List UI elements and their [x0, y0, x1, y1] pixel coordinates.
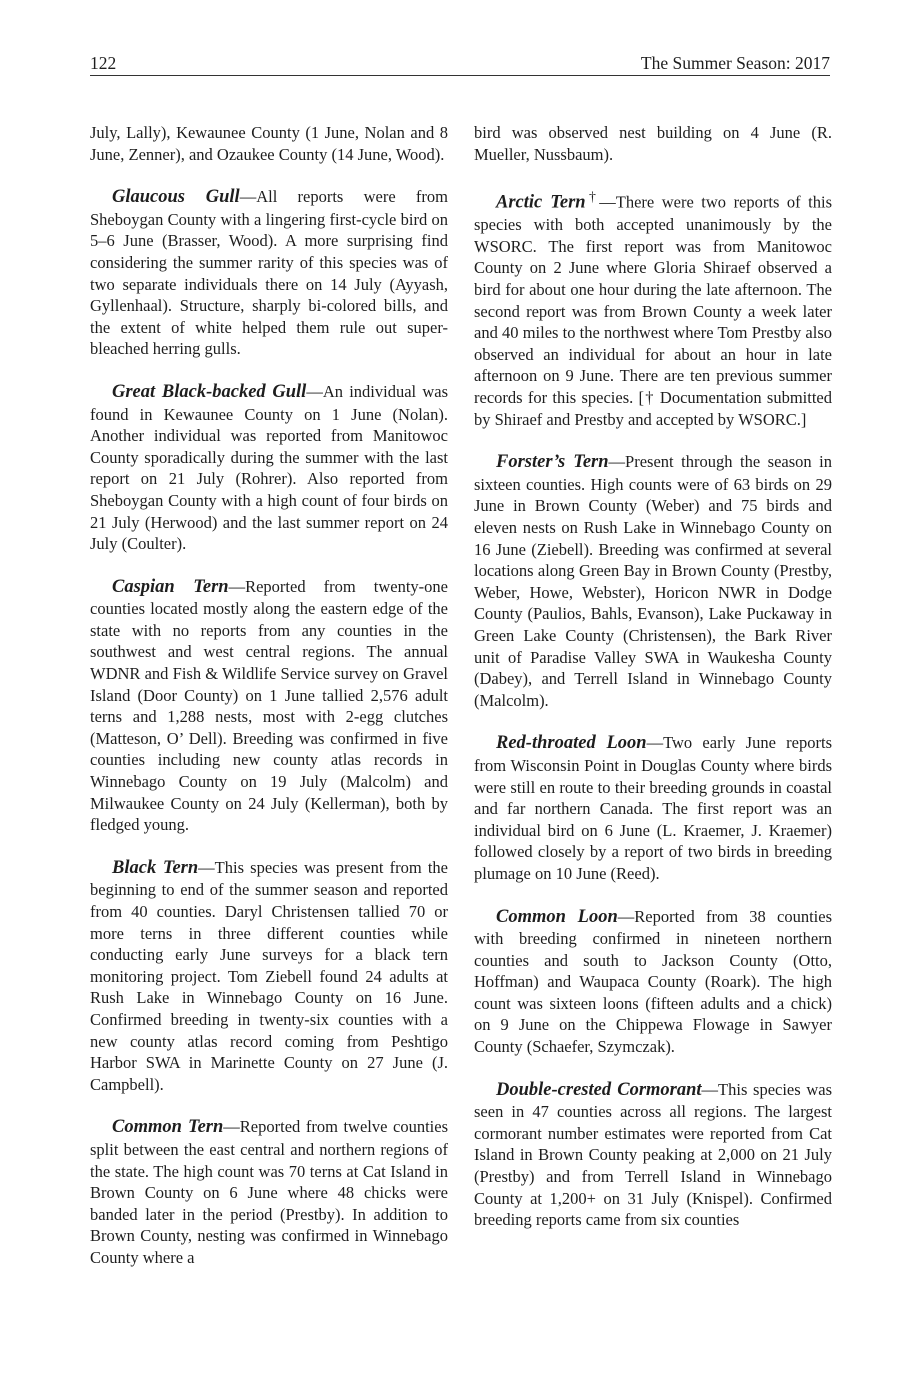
species-name: Glaucous Gull: [112, 187, 240, 208]
species-account: —This species was seen in 47 counties across all regions. The largest cormorant number estimates were reported from Cat Island in Brown County peaking at 2,000 on 21 July (Prestby) and from Terrell Island in Winnebago County at 1,200+ on 31 July (Knispel). Confirmed breeding reports came from six counties: [474, 1079, 832, 1230]
species-account: —This species was present from the beginning to end of the summer season and reported from 40 counties. Daryl Christensen tallied 70 or more terns in three different counties while conducting early June surveys for a black tern monitoring project. Tom Ziebell found 24 adults at Rush Lake in Winnebago County on 16 June. Confirmed breeding in twenty-six counties with a new county atlas record coming from Peshtigo Harbor SWA in Marinette County on 27 June (J. Campbell).: [90, 857, 448, 1094]
species-account: —Reported from twenty-one counties located mostly along the eastern edge of the state with no reports from any counties in the southwest and west central regions. The annual WDNR and Fish & Wildlife Service survey on Gravel Island (Door County) on 1 June tallied 2,576 adult terns and 1,288 nests, most with 2-egg clutches (Matteson, O’ Dell). Breeding was confirmed in five counties including new county atlas records in Winnebago County on 19 July (Malcolm) and Milwaukee County on 24 July (Kellerman), both by fledged young.: [90, 576, 448, 835]
species-account: —There were two reports of this species with both accepted unanimously by the WSORC. The first report was from Manitowoc County on 2 June where Gloria Shiraef observed a bird for about one hour during the late afternoon. The second report was from Brown County a week later and 40 miles to the northwest where Tom Prestby also observed an individual for about an hour in late afternoon on 9 June. There are ten previous summer records for this species. [† Documentation submitted by Shiraef and Prestby and accepted by WSORC.]: [474, 192, 833, 429]
species-entry-caspian-tern: [90, 576, 448, 836]
species-entry-common-loon: [474, 906, 832, 1058]
left-column: [90, 122, 448, 1290]
species-account: —Present through the season in sixteen counties. High counts were of 63 birds on 29 June in Brown County (Weber) and 75 birds and eleven nests on Rush Lake in Winnebago County on 16 June (Ziebell). Breeding was confirmed at several locations along Green Bay in Brown County (Prestby, Weber, Howe, Webster), Horicon NWR in Dodge County (Paulios, Bahls, Evanson), Lake Puckaway in Green Lake County (Christensen), the Bark River unit of Paradise Valley SWA in Waukesha County (Dabey), and Terrell Island in Winnebago County (Malcolm).: [474, 452, 833, 710]
right-column: [474, 122, 832, 1252]
species-account: —Two early June reports from Wisconsin Point in Douglas County where birds were still en route to their breeding grounds in coastal and far northern Canada. The first report was an individual bird on 6 June (L. Kraemer, J. Kraemer) followed closely by a report of two birds in breeding plumage on 10 June (Reed).: [474, 733, 833, 883]
species-name: Black Tern: [112, 857, 199, 878]
continuation-paragraph: bird was observed nest building on 4 June (R. Mueller, Nussbaum).: [474, 123, 832, 164]
species-name: Red-throated Loon: [496, 733, 647, 754]
page-number: 122: [90, 53, 117, 73]
species-entry-forsters-tern: [474, 451, 832, 711]
species-name: Forster’s Tern: [496, 452, 609, 473]
running-title: The Summer Season: 2017: [640, 53, 830, 73]
species-entry-glaucous-gull: [90, 186, 448, 360]
species-name: Common Tern: [112, 1117, 224, 1138]
species-entry-double-crested-cormorant: [474, 1079, 832, 1231]
species-name: Great Black-backed Gull: [112, 381, 307, 402]
species-entry-great-black-backed-gull: [90, 381, 448, 555]
species-name: Common Loon: [496, 906, 618, 927]
species-name: Caspian Tern: [112, 576, 229, 597]
species-account: —All reports were from Sheboygan County with a lingering first-cycle bird on 5–6 June (Brasser, Wood). A more surprising find considering the summer rarity of this species was of two separate individuals there on 14 July (Ayyash, Gyllenhaal). Structure, sharply bi-colored bills, and the extent of white helped them rule out super-bleached herring gulls.: [90, 187, 448, 359]
header-rule: [90, 75, 830, 76]
species-entry-common-tern: [90, 1116, 448, 1268]
species-entry-red-throated-loon: [474, 732, 832, 884]
species-entry-black-tern: [90, 857, 448, 1096]
species-account: —Reported from twelve counties split between the east central and northern regions of the state. The high count was 70 terns at Cat Island in Brown County on 6 June where 48 chicks were banded later in the period (Prestby). In addition to Brown County, nesting was confirmed in Winnebago County where a: [90, 1117, 448, 1267]
species-account: —Reported from 38 counties with breeding confirmed in nineteen northern counties and south to Jackson County (Otto, Hoffman) and Waupaca County (Roark). The high count was sixteen loons (fifteen adults and a chick) on 9 June on the Chippewa Flowage in Sawyer County (Schaefer, Szymczak).: [474, 906, 833, 1057]
review-dagger-marker: †: [585, 189, 600, 205]
continuation-paragraph: July, Lally), Kewaunee County (1 June, Nolan and 8 June, Zenner), and Ozaukee County (14 June, Wood).: [90, 123, 448, 164]
species-account: —An individual was found in Kewaunee County on 1 June (Nolan). Another individual was reported from Manitowoc County sporadically during the summer with the last report on 21 July (Rohrer). Also reported from Sheboygan County with a high count of four birds on 21 July (Herwood) and the last summer report on 24 July (Coulter).: [90, 381, 448, 554]
species-name: Double-crested Cormorant: [496, 1079, 702, 1100]
running-head: [90, 50, 830, 74]
species-entry-arctic-tern: [474, 186, 832, 430]
species-name: Arctic Tern: [496, 192, 586, 213]
